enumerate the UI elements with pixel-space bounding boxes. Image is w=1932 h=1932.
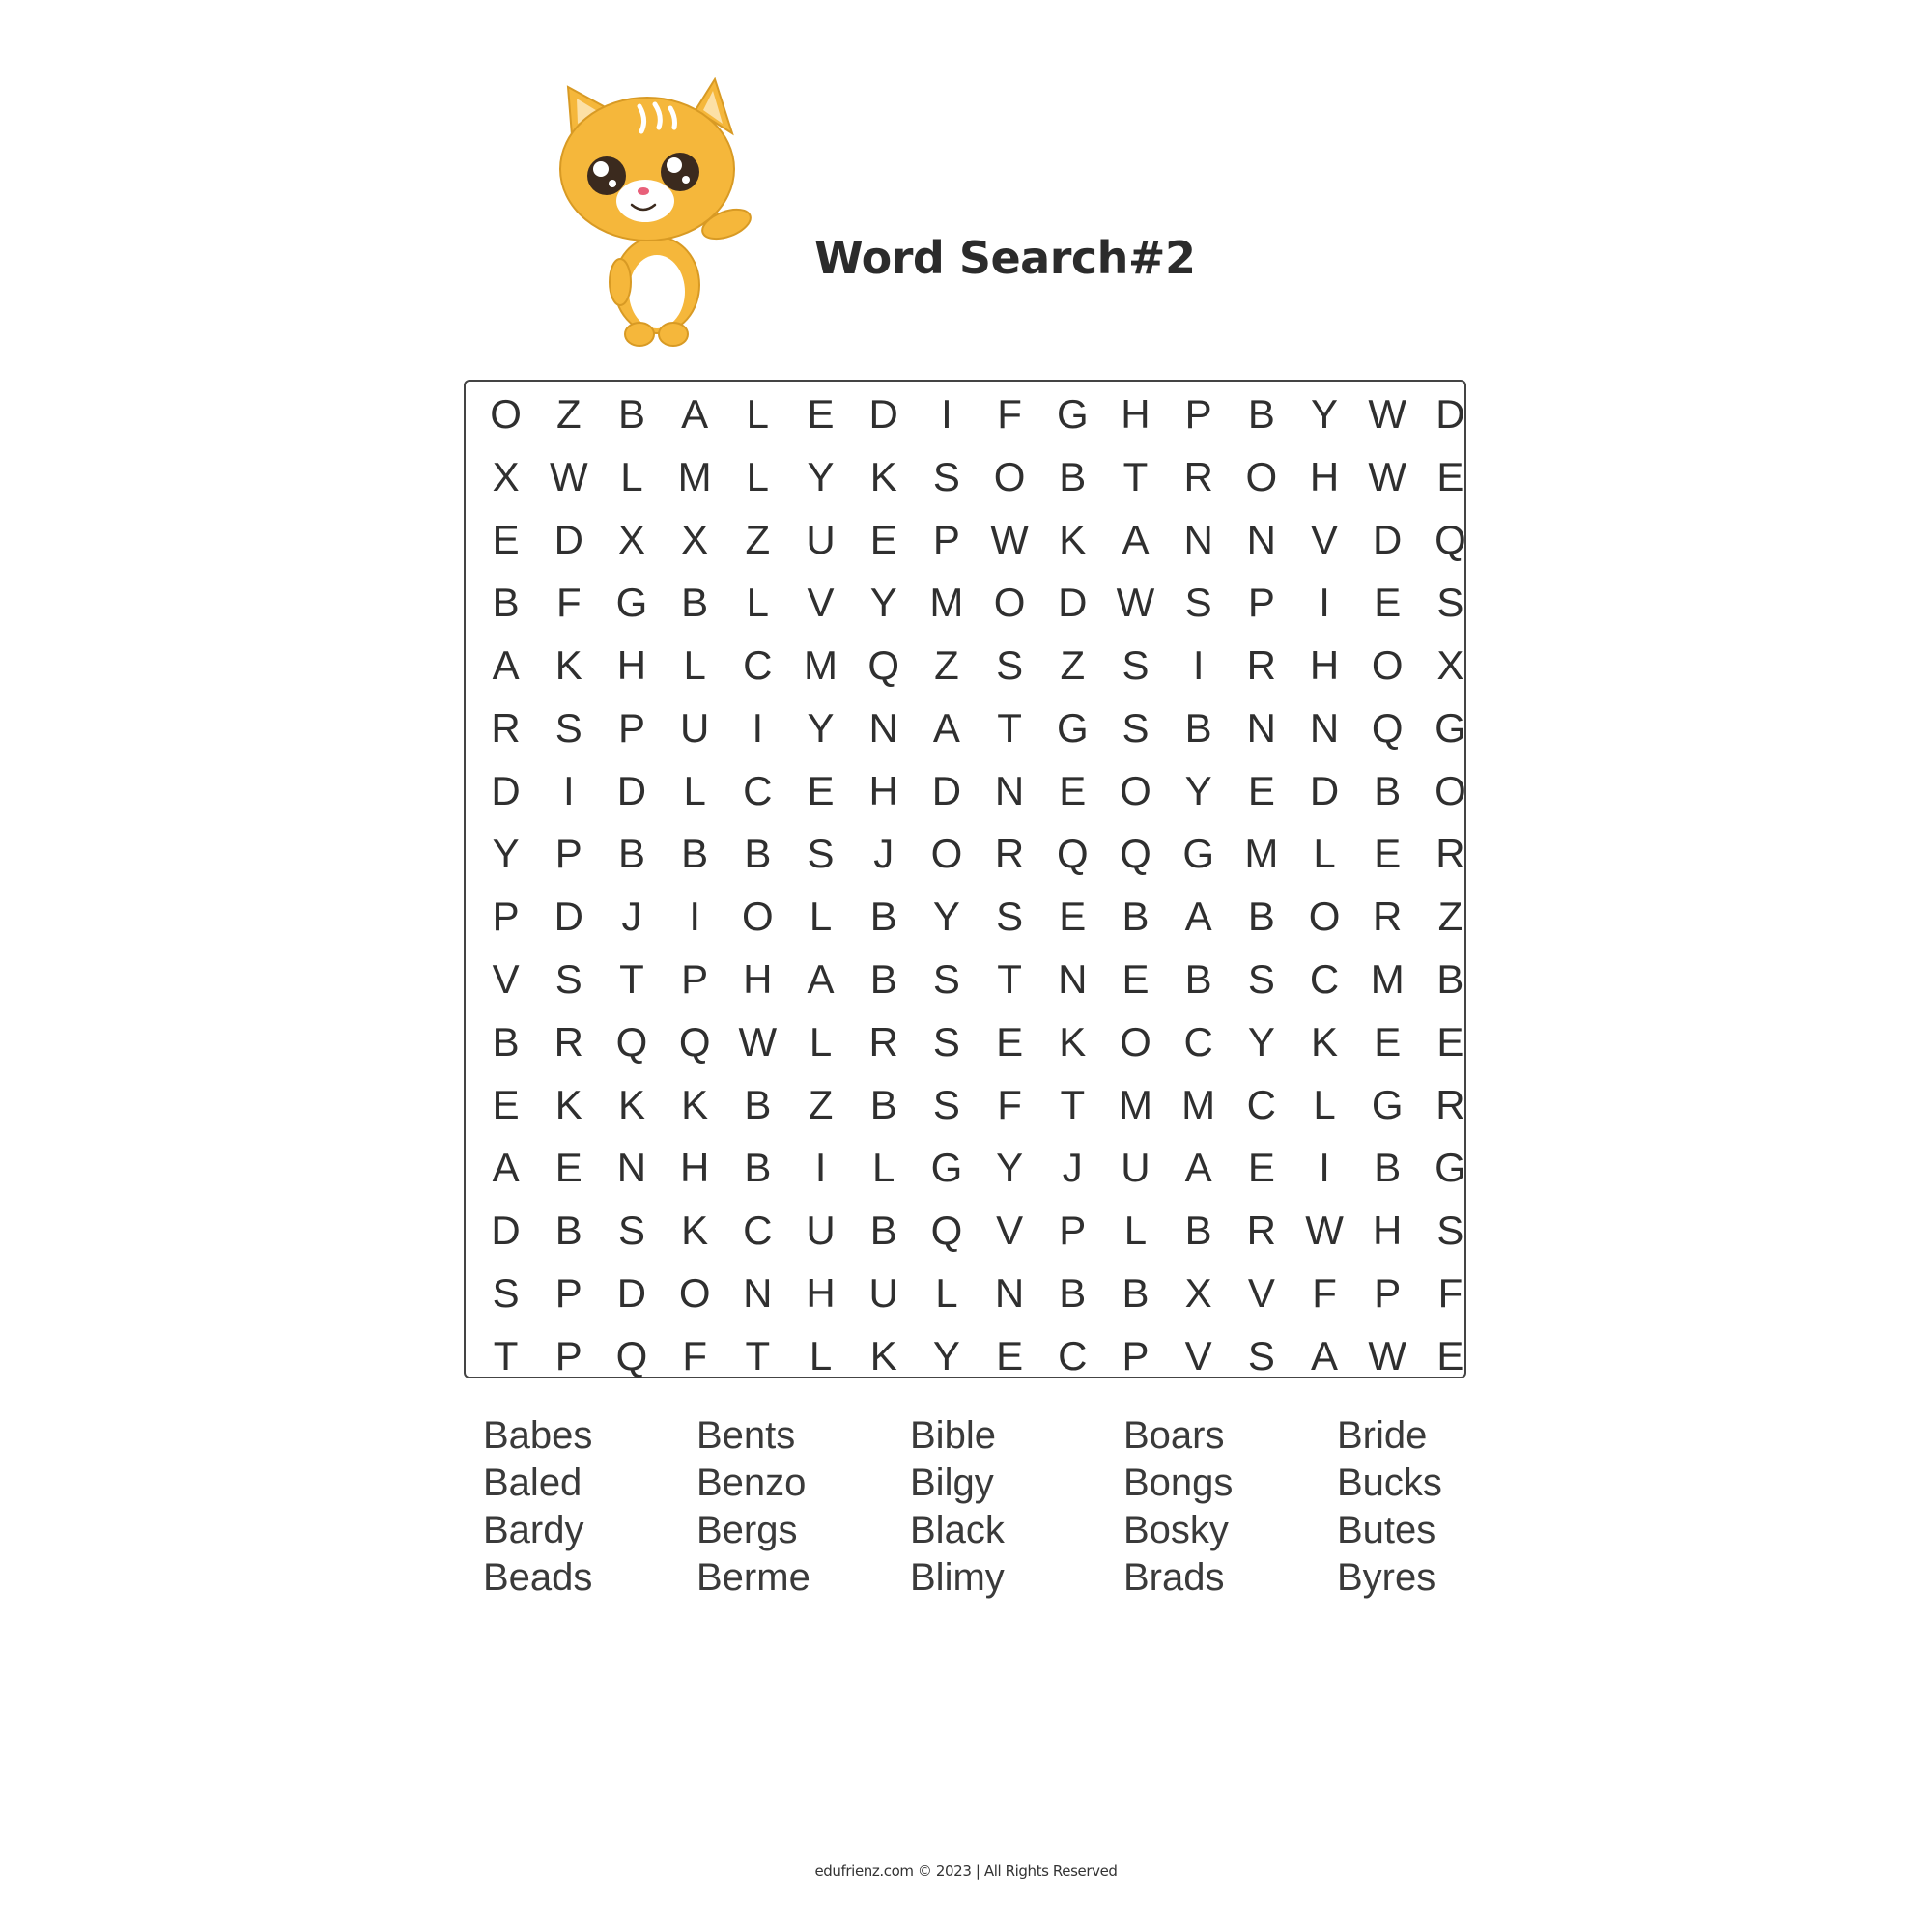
grid-cell[interactable]: S: [1184, 579, 1212, 625]
grid-cell[interactable]: P: [1059, 1207, 1087, 1253]
grid-cell[interactable]: E: [554, 1144, 582, 1190]
grid-cell[interactable]: H: [616, 641, 647, 688]
grid-cell[interactable]: B: [869, 1207, 897, 1253]
grid-cell[interactable]: B: [869, 893, 897, 939]
grid-cell[interactable]: Z: [934, 641, 959, 688]
footer-credit: edufrienz.com © 2023 | All Rights Reserved: [814, 1862, 1118, 1880]
grid-cell[interactable]: R: [994, 830, 1025, 876]
grid-cell[interactable]: Y: [1184, 767, 1212, 813]
grid-cell[interactable]: E: [1247, 767, 1275, 813]
grid-cell[interactable]: D: [491, 767, 521, 813]
grid-cell[interactable]: B: [1184, 704, 1212, 751]
word-list-item: Bride: [1337, 1414, 1428, 1457]
grid-cell[interactable]: S: [807, 830, 835, 876]
grid-cell[interactable]: I: [689, 893, 700, 939]
grid-cell[interactable]: V: [1184, 1332, 1212, 1378]
grid-cell[interactable]: U: [806, 516, 836, 562]
grid-cell[interactable]: V: [807, 579, 835, 625]
grid-cell[interactable]: B: [1059, 453, 1087, 499]
grid-cell[interactable]: P: [1184, 390, 1212, 437]
grid-cell[interactable]: T: [493, 1332, 519, 1378]
grid-cell[interactable]: L: [1313, 1081, 1336, 1127]
word-list-item: Blimy: [910, 1556, 1005, 1599]
grid-cell[interactable]: L: [620, 453, 643, 499]
grid-cell[interactable]: B: [1374, 767, 1402, 813]
word-list-item: Bongs: [1123, 1462, 1234, 1504]
grid-cell[interactable]: P: [554, 1332, 582, 1378]
grid-cell[interactable]: S: [932, 1018, 960, 1065]
grid-cell[interactable]: W: [1368, 390, 1407, 437]
grid-cell[interactable]: S: [1247, 1332, 1275, 1378]
grid-cell[interactable]: D: [554, 893, 583, 939]
grid-cell[interactable]: R: [868, 1018, 898, 1065]
grid-cell[interactable]: Z: [1437, 893, 1463, 939]
grid-cell[interactable]: O: [993, 579, 1026, 625]
grid-cell[interactable]: A: [492, 641, 520, 688]
word-list-item: Brads: [1123, 1556, 1225, 1599]
grid-cell[interactable]: D: [1309, 767, 1340, 813]
grid-cell[interactable]: L: [1123, 1207, 1148, 1253]
grid-cell[interactable]: V: [492, 955, 520, 1002]
grid-cell[interactable]: D: [1435, 390, 1465, 437]
grid-cell[interactable]: M: [1370, 955, 1405, 1002]
grid-cell[interactable]: F: [997, 1081, 1022, 1127]
grid-cell[interactable]: H: [868, 767, 898, 813]
word-list-item: Bible: [910, 1414, 996, 1457]
grid-cell[interactable]: E: [1436, 453, 1464, 499]
grid-cell[interactable]: R: [1183, 453, 1213, 499]
grid-cell[interactable]: K: [869, 453, 897, 499]
grid-cell[interactable]: L: [809, 1332, 833, 1378]
grid-cell[interactable]: S: [617, 1207, 645, 1253]
grid-cell[interactable]: L: [809, 893, 833, 939]
grid-cell[interactable]: O: [1371, 641, 1404, 688]
grid-cell[interactable]: S: [1436, 579, 1464, 625]
grid-cell[interactable]: X: [681, 516, 709, 562]
grid-cell[interactable]: I: [941, 390, 952, 437]
grid-cell[interactable]: Q: [930, 1207, 963, 1253]
grid-cell[interactable]: L: [746, 579, 770, 625]
word-list-item: Byres: [1337, 1556, 1436, 1599]
grid-cell[interactable]: G: [1371, 1081, 1404, 1127]
word-list-item: Beads: [483, 1556, 593, 1599]
grid-cell[interactable]: T: [1060, 1081, 1086, 1127]
grid-cell[interactable]: C: [1183, 1018, 1213, 1065]
grid-cell[interactable]: T: [997, 704, 1022, 751]
grid-cell[interactable]: K: [1311, 1018, 1339, 1065]
grid-cell[interactable]: P: [932, 516, 960, 562]
grid-cell[interactable]: W: [1305, 1207, 1344, 1253]
grid-cell[interactable]: A: [932, 704, 960, 751]
grid-cell[interactable]: X: [1436, 641, 1464, 688]
grid-cell[interactable]: P: [681, 955, 709, 1002]
grid-cell[interactable]: M: [677, 453, 712, 499]
grid-cell[interactable]: T: [745, 1332, 771, 1378]
grid-cell[interactable]: B: [617, 390, 645, 437]
grid-cell[interactable]: B: [744, 830, 772, 876]
word-list-item: Bergs: [696, 1509, 798, 1551]
grid-cell[interactable]: D: [868, 390, 898, 437]
grid-cell[interactable]: D: [931, 767, 962, 813]
grid-cell[interactable]: Q: [1371, 704, 1404, 751]
word-list-item: Baled: [483, 1462, 582, 1504]
grid-cell[interactable]: P: [554, 1269, 582, 1316]
grid-cell[interactable]: E: [1436, 1018, 1464, 1065]
grid-cell[interactable]: M: [929, 579, 964, 625]
grid-cell[interactable]: Y: [807, 704, 835, 751]
grid-cell[interactable]: E: [996, 1018, 1024, 1065]
word-list-item: Black: [910, 1509, 1005, 1551]
grid-cell[interactable]: F: [555, 579, 582, 625]
grid-cell[interactable]: B: [744, 1081, 772, 1127]
grid-cell[interactable]: H: [679, 1144, 710, 1190]
grid-cell[interactable]: I: [1319, 1144, 1330, 1190]
grid-cell[interactable]: E: [1436, 1332, 1464, 1378]
grid-cell[interactable]: W: [1116, 579, 1155, 625]
grid-cell[interactable]: D: [616, 767, 647, 813]
grid-cell[interactable]: D: [1373, 516, 1403, 562]
grid-cell[interactable]: R: [1246, 641, 1277, 688]
grid-cell[interactable]: R: [1435, 830, 1465, 876]
grid-cell[interactable]: A: [1184, 893, 1212, 939]
grid-cell[interactable]: S: [932, 1081, 960, 1127]
grid-cell[interactable]: B: [1059, 1269, 1087, 1316]
grid-cell[interactable]: B: [1436, 955, 1464, 1002]
grid-cell[interactable]: L: [746, 453, 770, 499]
word-list-item: Boars: [1123, 1414, 1225, 1457]
grid-cell[interactable]: K: [681, 1207, 709, 1253]
grid-cell[interactable]: W: [1368, 1332, 1407, 1378]
grid-cell[interactable]: K: [554, 1081, 582, 1127]
grid-cell[interactable]: K: [1059, 516, 1087, 562]
word-list-item: Bosky: [1123, 1509, 1229, 1551]
grid-cell[interactable]: E: [1059, 767, 1087, 813]
grid-cell[interactable]: C: [1058, 1332, 1088, 1378]
grid-cell[interactable]: O: [1120, 767, 1151, 813]
grid-cell[interactable]: V: [996, 1207, 1024, 1253]
grid-cell[interactable]: N: [994, 767, 1025, 813]
grid-cell[interactable]: A: [1122, 516, 1150, 562]
word-list-item: Bardy: [483, 1509, 584, 1551]
grid-cell[interactable]: Q: [678, 1018, 711, 1065]
grid-cell[interactable]: Q: [1056, 830, 1089, 876]
grid-cell[interactable]: Y: [1247, 1018, 1275, 1065]
grid-cell[interactable]: B: [1374, 1144, 1402, 1190]
grid-cell[interactable]: N: [1246, 704, 1277, 751]
grid-cell[interactable]: O: [1120, 1018, 1151, 1065]
grid-cell[interactable]: L: [683, 641, 706, 688]
grid-cell[interactable]: O: [1308, 893, 1341, 939]
grid-cell[interactable]: R: [1373, 893, 1403, 939]
grid-cell[interactable]: S: [1436, 1207, 1464, 1253]
grid-cell[interactable]: M: [1181, 1081, 1216, 1127]
grid-cell[interactable]: K: [1059, 1018, 1087, 1065]
grid-cell[interactable]: E: [807, 767, 835, 813]
grid-cell[interactable]: N: [868, 704, 898, 751]
grid-cell[interactable]: R: [554, 1018, 583, 1065]
grid-cell[interactable]: T: [1122, 453, 1149, 499]
grid-cell[interactable]: X: [1184, 1269, 1212, 1316]
grid-cell[interactable]: Z: [555, 390, 582, 437]
grid-cell[interactable]: S: [996, 641, 1024, 688]
grid-cell[interactable]: Z: [1060, 641, 1086, 688]
grid-cell[interactable]: Q: [615, 1332, 648, 1378]
grid-cell[interactable]: V: [1247, 1269, 1275, 1316]
grid-cell[interactable]: X: [617, 516, 645, 562]
grid-cell[interactable]: S: [554, 704, 582, 751]
grid-cell[interactable]: Z: [808, 1081, 834, 1127]
grid-cell[interactable]: G: [1435, 1144, 1466, 1190]
grid-cell[interactable]: B: [744, 1144, 772, 1190]
grid-cell[interactable]: L: [872, 1144, 895, 1190]
grid-cell[interactable]: D: [616, 1269, 647, 1316]
grid-cell[interactable]: H: [1373, 1207, 1403, 1253]
grid-cell[interactable]: B: [492, 579, 520, 625]
grid-cell[interactable]: E: [1374, 830, 1402, 876]
grid-cell[interactable]: J: [873, 830, 895, 876]
grid-cell[interactable]: B: [1184, 1207, 1212, 1253]
grid-cell[interactable]: S: [932, 453, 960, 499]
grid-cell[interactable]: N: [1183, 516, 1213, 562]
grid-cell[interactable]: Z: [745, 516, 771, 562]
grid-cell[interactable]: E: [1374, 579, 1402, 625]
grid-cell[interactable]: O: [742, 893, 774, 939]
grid-cell[interactable]: L: [746, 390, 770, 437]
grid-cell[interactable]: O: [993, 453, 1026, 499]
grid-cell[interactable]: U: [868, 1269, 898, 1316]
grid-cell[interactable]: G: [930, 1144, 963, 1190]
grid-cell[interactable]: H: [1309, 641, 1340, 688]
grid-cell[interactable]: V: [1311, 516, 1339, 562]
grid-cell[interactable]: N: [743, 1269, 773, 1316]
grid-cell[interactable]: R: [491, 704, 521, 751]
grid-cell[interactable]: R: [1435, 1081, 1465, 1127]
grid-cell[interactable]: K: [617, 1081, 645, 1127]
grid-cell[interactable]: F: [1437, 1269, 1463, 1316]
grid-cell[interactable]: E: [492, 1081, 520, 1127]
grid-cell[interactable]: E: [1059, 893, 1087, 939]
grid-cell[interactable]: E: [492, 516, 520, 562]
grid-cell[interactable]: A: [681, 390, 709, 437]
grid-cell[interactable]: E: [996, 1332, 1024, 1378]
grid-cell[interactable]: Y: [869, 579, 897, 625]
grid-cell[interactable]: I: [752, 704, 764, 751]
grid-cell[interactable]: S: [1122, 641, 1150, 688]
grid-cell[interactable]: U: [806, 1207, 836, 1253]
grid-cell[interactable]: C: [1246, 1081, 1277, 1127]
word-list-item: Bilgy: [910, 1462, 994, 1504]
grid-cell[interactable]: U: [1121, 1144, 1151, 1190]
grid-cell[interactable]: E: [1247, 1144, 1275, 1190]
grid-cell[interactable]: I: [1319, 579, 1330, 625]
grid-cell[interactable]: F: [1312, 1269, 1337, 1316]
grid-cell[interactable]: T: [997, 955, 1022, 1002]
grid-cell[interactable]: Y: [932, 893, 960, 939]
grid-cell[interactable]: A: [492, 1144, 520, 1190]
grid-cell[interactable]: A: [807, 955, 835, 1002]
grid-cell[interactable]: Q: [1435, 516, 1466, 562]
grid-cell[interactable]: S: [996, 893, 1024, 939]
grid-cell[interactable]: P: [617, 704, 645, 751]
grid-cell[interactable]: A: [1184, 1144, 1212, 1190]
grid-cell[interactable]: W: [990, 516, 1029, 562]
grid-cell[interactable]: P: [1374, 1269, 1402, 1316]
grid-cell[interactable]: Y: [1311, 390, 1339, 437]
word-list-item: Bucks: [1337, 1462, 1442, 1504]
grid-cell[interactable]: E: [869, 516, 897, 562]
grid-cell[interactable]: S: [492, 1269, 520, 1316]
grid-cell[interactable]: M: [804, 641, 838, 688]
grid-cell[interactable]: B: [1247, 390, 1275, 437]
grid-cell[interactable]: N: [1246, 516, 1277, 562]
grid-cell[interactable]: C: [743, 767, 773, 813]
grid-cell[interactable]: S: [1122, 704, 1150, 751]
grid-cell[interactable]: H: [1309, 453, 1340, 499]
grid-cell[interactable]: B: [617, 830, 645, 876]
grid-cell[interactable]: G: [1056, 390, 1089, 437]
word-list-item: Benzo: [696, 1462, 807, 1504]
grid-cell[interactable]: U: [679, 704, 710, 751]
grid-cell[interactable]: B: [869, 1081, 897, 1127]
grid-cell[interactable]: X: [492, 453, 520, 499]
grid-cell[interactable]: I: [814, 1144, 827, 1190]
grid-cell[interactable]: B: [554, 1207, 582, 1253]
grid-cell[interactable]: C: [1309, 955, 1340, 1002]
word-list-item: Berme: [696, 1556, 810, 1599]
grid-cell[interactable]: W: [1368, 453, 1407, 499]
grid-cell[interactable]: G: [615, 579, 648, 625]
grid-cell[interactable]: B: [1247, 893, 1275, 939]
grid-cell[interactable]: H: [806, 1269, 836, 1316]
grid-cell[interactable]: O: [930, 830, 963, 876]
grid-cell[interactable]: B: [869, 955, 897, 1002]
grid-cell[interactable]: N: [994, 1269, 1025, 1316]
grid-cell[interactable]: L: [935, 1269, 958, 1316]
grid-cell[interactable]: I: [562, 767, 575, 813]
grid-cell[interactable]: B: [681, 830, 709, 876]
grid-cell[interactable]: N: [1309, 704, 1340, 751]
grid-cell[interactable]: P: [1122, 1332, 1150, 1378]
grid-cell[interactable]: W: [738, 1018, 778, 1065]
grid-cell[interactable]: J: [1062, 1144, 1083, 1190]
cat-mascot-icon: [551, 77, 763, 353]
grid-cell[interactable]: M: [1244, 830, 1279, 876]
word-list: [483, 1412, 1507, 1602]
grid-cell[interactable]: L: [683, 767, 706, 813]
grid-cell[interactable]: O: [490, 390, 522, 437]
grid-cell[interactable]: M: [1118, 1081, 1152, 1127]
grid-cell[interactable]: Y: [492, 830, 520, 876]
grid-cell[interactable]: J: [621, 893, 642, 939]
grid-cell[interactable]: Y: [932, 1332, 960, 1378]
grid-cell[interactable]: O: [1245, 453, 1278, 499]
grid-cell[interactable]: W: [549, 453, 588, 499]
grid-cell[interactable]: D: [1058, 579, 1088, 625]
grid-cell[interactable]: H: [743, 955, 773, 1002]
grid-cell[interactable]: O: [678, 1269, 711, 1316]
grid-cell[interactable]: C: [743, 1207, 773, 1253]
grid-cell[interactable]: Q: [1120, 830, 1151, 876]
grid-cell[interactable]: D: [554, 516, 583, 562]
grid-cell[interactable]: S: [932, 955, 960, 1002]
grid-cell[interactable]: P: [492, 893, 520, 939]
grid-cell[interactable]: G: [1435, 704, 1466, 751]
grid-cell[interactable]: B: [1184, 955, 1212, 1002]
grid-cell[interactable]: B: [681, 579, 709, 625]
word-list-item: Babes: [483, 1414, 593, 1457]
grid-cell[interactable]: K: [869, 1332, 897, 1378]
grid-cell[interactable]: G: [1182, 830, 1214, 876]
grid-cell[interactable]: K: [554, 641, 582, 688]
grid-cell[interactable]: E: [1122, 955, 1150, 1002]
grid-cell[interactable]: H: [1121, 390, 1151, 437]
grid-cell[interactable]: Y: [996, 1144, 1024, 1190]
grid-cell[interactable]: B: [492, 1018, 520, 1065]
grid-cell[interactable]: L: [809, 1018, 833, 1065]
grid-cell[interactable]: Q: [867, 641, 900, 688]
grid-cell[interactable]: Y: [807, 453, 835, 499]
grid-cell[interactable]: K: [681, 1081, 709, 1127]
grid-cell[interactable]: F: [682, 1332, 707, 1378]
grid-cell[interactable]: B: [1122, 893, 1150, 939]
grid-cell[interactable]: N: [1058, 955, 1088, 1002]
grid-cell[interactable]: C: [743, 641, 773, 688]
grid-cell[interactable]: E: [1374, 1018, 1402, 1065]
word-list-item: Bents: [696, 1414, 796, 1457]
grid-cell[interactable]: D: [491, 1207, 521, 1253]
grid-cell[interactable]: P: [1247, 579, 1275, 625]
grid-cell[interactable]: I: [1192, 641, 1205, 688]
grid-cell[interactable]: P: [554, 830, 582, 876]
grid-cell[interactable]: O: [1435, 767, 1466, 813]
grid-cell[interactable]: Q: [615, 1018, 648, 1065]
word-list-item: Butes: [1337, 1509, 1436, 1551]
grid-cell[interactable]: A: [1311, 1332, 1339, 1378]
grid-cell[interactable]: S: [1247, 955, 1275, 1002]
page-title: Word Search#2: [814, 232, 1196, 284]
grid-cell[interactable]: G: [1056, 704, 1089, 751]
grid-cell[interactable]: N: [616, 1144, 647, 1190]
grid-cell[interactable]: E: [807, 390, 835, 437]
grid-cell[interactable]: S: [554, 955, 582, 1002]
grid-cell[interactable]: B: [1122, 1269, 1150, 1316]
grid-cell[interactable]: R: [1246, 1207, 1277, 1253]
grid-cell[interactable]: L: [1313, 830, 1336, 876]
grid-cell[interactable]: T: [619, 955, 644, 1002]
grid-cell[interactable]: F: [997, 390, 1022, 437]
word-search-grid: [464, 380, 1466, 1378]
